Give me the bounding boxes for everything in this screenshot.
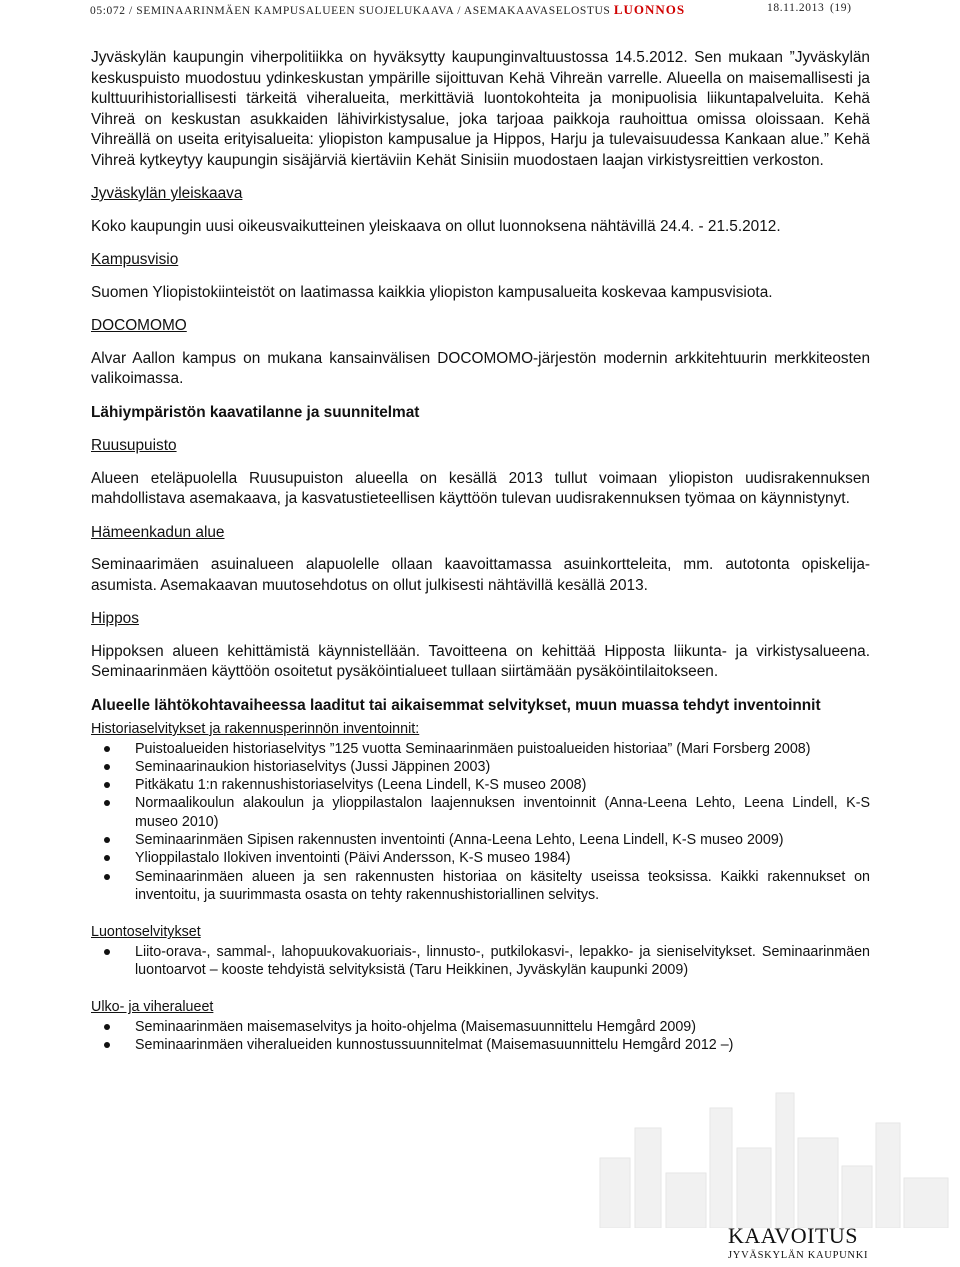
page-number: (19) [830, 2, 852, 14]
paragraph-yleiskaava: Koko kaupungin uusi oikeusvaikutteinen yleiskaava on ollut luonnoksena nähtävillä 24.4. - 21.5.2012. [91, 217, 781, 235]
list-item [91, 1018, 870, 1036]
logo-wordmark: KAAVOITUS [728, 1223, 858, 1248]
list-item-text: Normaalikoulun alakoulun ja ylioppilastalon laajennuksen inventoinnit (Anna-Leena Lehto, Leena Lindell, K-S museo 2010) [135, 795, 870, 830]
luonto-list [91, 943, 870, 980]
section-title-kampusvisio: Kampusvisio [91, 251, 179, 268]
paragraph-kampusvisio: Suomen Yliopistokiinteistöt on laatimassa kaikkia yliopiston kampusalueita koskevaa kampusvisiota. [91, 283, 773, 301]
bullet-icon [104, 837, 110, 843]
paragraph-docomomo: Alvar Aallon kampus on mukana kansainvälisen DOCOMOMO-järjestön modernin arkkitehtuurin merkkiteosten valikoimassa. [91, 349, 870, 387]
document-title [90, 2, 685, 18]
document-title-text: 05:072 / SEMINAARINMÄEN KAMPUSALUEEN SUOJELUKAAVA / ASEMAKAAVASELOSTUS [90, 5, 611, 17]
list-item-text: Seminaarinmäen Sipisen rakennusten inventointi (Anna-Leena Lehto, Leena Lindell, K-S museo 2009) [135, 831, 784, 848]
paragraph-ruusupuisto: Alueen eteläpuolella Ruusupuiston alueella on kesällä 2013 tullut voimaan yliopiston uudisrakennuksen mahdollistava asemakaava, ja kasvatustieteellisen käyttöön tulevan uudisrakennuksen työmaa on käynnistynyt. [91, 469, 870, 507]
list-title-ulko-ja-viheralueet: Ulko- ja viheralueet [91, 999, 214, 1016]
list-item-text: Pitkäkatu 1:n rakennushistoriaselvitys (Leena Lindell, K-S museo 2008) [135, 777, 587, 794]
bullet-icon [104, 949, 110, 955]
logo-subtitle: JYVÄSKYLÄN KAUPUNKI [728, 1250, 869, 1261]
historia-list [91, 740, 870, 905]
section-title-yleiskaava: Jyväskylän yleiskaava [91, 185, 243, 202]
list-item [91, 943, 870, 980]
bullet-icon [104, 764, 110, 770]
page-header [90, 0, 880, 20]
list-item [91, 776, 870, 794]
list-item-text: Ylioppilastalo Ilokiven inventointi (Päivi Andersson, K-S museo 1984) [135, 850, 571, 867]
intro-paragraph: Jyväskylän kaupungin viherpolitiikka on hyväksytty kaupunginvaltuustossa 14.5.2012. Sen mukaan ”Jyväskylän keskuspuisto muodostuu ydinkeskustan ympärille sijoittuvan Kehä Vihreän varrelle. Alueella on maisemallisesti ja kulttuurihistoriallisesti tärkeitä viheralueita, merkittäviä luontokohteita ja monipuolisia liikuntapalveluita. Kehä Vihreä on keskustan asukkaiden lähivirkistysalue, joka tarjoaa paikkoja rauhoittua omissa oloissaan. Kehä Vihreällä on useita erityisalueita: yliopiston kampusalue ja Hippos, Harju ja tulevaisuudessa Kankaan alue.” Kehä Vihreä kytkeytyy kaupungin sisäjärviä kiertäviin Kehät Sinisiin muodostaen laajan virkistysreittien verkoston. [91, 49, 870, 169]
section-title-hameenkadun-alue: Hämeenkadun alue [91, 523, 225, 541]
list-item [91, 758, 870, 776]
list-item-text: Liito-orava-, sammal-, lahopuukovakuoriais-, linnusto-, putkilokasvi-, lepakko- ja sieniselvitykset. Seminaarinmäen luontoarvot – kooste tehdyistä selvityksistä (Taru Heikkinen, Jyväskylän kaupunki 2009) [135, 943, 870, 978]
list-item-text: Seminaarinmäen viheralueiden kunnostussuunnitelmat (Maisemasuunnittelu Hemgård 2012 –) [135, 1037, 734, 1054]
paragraph-hameenkadun-alue: Seminaarimäen asuinalueen alapuolelle ollaan kaavoittamassa asuinkortteleita, mm. autotonta opiskelija-asumista. Asemakaavan muutosehdotus on ollut julkisesti nähtävillä kesällä 2013. [91, 556, 870, 594]
bullet-icon [104, 782, 110, 788]
section-title-hippos: Hippos [91, 610, 139, 627]
list-item-text: Puistoalueiden historiaselvitys ”125 vuotta Seminaarinmäen puistoalueiden historiaa” (Mari Forsberg 2008) [135, 740, 811, 757]
kaavoitus-logo [728, 1224, 928, 1261]
city-skyline-graphic [590, 1088, 960, 1228]
bullet-icon [104, 1024, 110, 1030]
list-item [91, 1036, 870, 1054]
bullet-icon [104, 1042, 110, 1048]
paragraph-hippos: Hippoksen alueen kehittämistä käynnistellään. Tavoitteena on kehittää Hipposta liikunta- ja virkistysalueena. Seminaarinmäen käyttöön osoitetut pysäköintialueet tullaan siirtämään pysäköintilaitokseen. [91, 642, 870, 680]
list-item-text: Seminaarinmäen alueen ja sen rakennusten historiaa on käsitelty useissa teoksissa. Kaikki rakennukset on inventoitu, ja suurimmasta osasta on tehty rakennushistoriallinen selvitys. [135, 868, 870, 903]
list-title-historia: Historiaselvitykset ja rakennusperinnön inventoinnit: [91, 721, 420, 737]
list-item [91, 868, 870, 905]
list-item [91, 794, 870, 831]
ulko-list [91, 1018, 870, 1055]
bullet-icon [104, 874, 110, 880]
document-body [91, 48, 870, 1054]
status-label: LUONNOS [613, 2, 686, 17]
list-item-text: Seminaarinaukion historiaselvitys (Jussi Jäppinen 2003) [135, 758, 491, 775]
list-title-luonto: Luontoselvitykset [91, 924, 201, 941]
list-item [91, 740, 870, 758]
bullet-icon [104, 746, 110, 752]
section-heading-selvitykset: Alueelle lähtökohtavaiheessa laaditut tai aikaisemmat selvitykset, muun muassa tehdyt inventoinnit [91, 696, 821, 714]
bullet-icon [104, 800, 110, 806]
document-date: 18.11.2013 [767, 2, 825, 14]
bullet-icon [104, 855, 110, 861]
section-title-docomomo: DOCOMOMO [91, 317, 187, 334]
list-item-text: Seminaarinmäen maisemaselvitys ja hoito-ohjelma (Maisemasuunnittelu Hemgård 2009) [135, 1018, 697, 1035]
section-title-ruusupuisto: Ruusupuisto [91, 437, 177, 454]
list-item [91, 849, 870, 867]
list-item [91, 831, 870, 849]
section-heading-lahiymparisto: Lähiympäristön kaavatilanne ja suunnitelmat [91, 403, 420, 421]
